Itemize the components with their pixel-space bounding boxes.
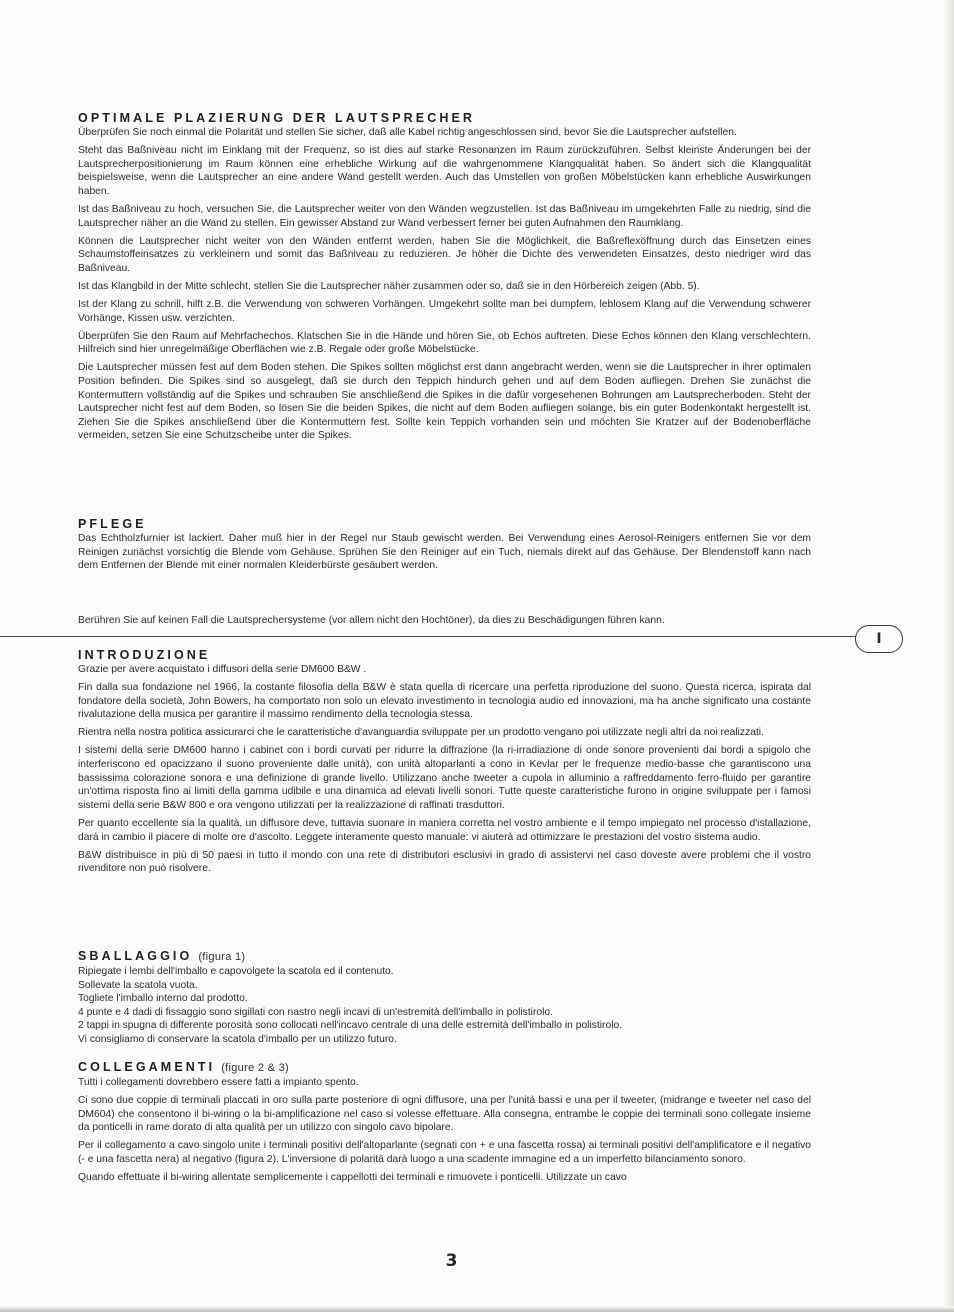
paragraph: B&W distribuisce in più di 50 paesi in tutto il mondo con una rete di distributori esclusivi in grado di assistervi nel caso doveste avere problemi che il vostro rivenditore non può risolvere. <box>78 849 811 875</box>
paragraph: Das Echtholzfurnier ist lackiert. Daher muß hier in der Regel nur Staub gewischt werden. Bei Verwendung eines Aerosol-Reinigers entfernen Sie vor dem Reinigen zunächst vorsichtig die Blende vom Gehäuse. Sprühen Sie den Reiniger auf ein Tuch, niemals direkt auf das Gehäuse. Der Blendenstoff kann nach dem Entfernen der Blende mit einer normalen Kleiderbürste gesäubert werden. <box>78 533 811 572</box>
paragraph: Ist das Baßniveau zu hoch, versuchen Sie, die Lautsprecher weiter von den Wänden wegzustellen. Ist das Baßniveau im umgekehrten Falle zu niedrig, sind die Lautsprecher näher an die Wand zu stellen. Ein gewisser Abstand zur Wand verbessert ferner bei guten Aufnahmen den Raumklang. <box>78 203 811 229</box>
paragraph: Rientra nella nostra politica assicurarci che le caratteristiche d'avanguardia sviluppate per un prodotto vengano poi utilizzate negli altri da noi realizzati. <box>78 727 764 739</box>
paragraph: Per quanto eccellente sia la qualità, un diffusore deve, tuttavia suonare in maniera corretta nel vostro ambiente e il tempo impiegato nel processo d'istallazione, darà in cambio il piacere di molte ore d'ascolto. Leggete interamente questo manuale: vi aiuterà ad ottimizzare le prestazioni del vostro sistema audio. <box>78 817 811 843</box>
section-heading: OPTIMALE PLAZIERUNG DER LAUTSPRECHER <box>78 111 476 125</box>
list-line: Ripiegate i lembi dell'imballo e capovolgete la scatola ed il contenuto. <box>78 966 394 977</box>
paragraph: Ist das Klangbild in der Mitte schlecht, stellen Sie die Lautsprecher näher zusammen oder so, daß sie in den Hörbereich zeigen (Abb. 5). <box>78 280 700 292</box>
paragraph: Fin dalla sua fondazione nel 1966, la costante filosofia della B&W è stata quella di ricercare una perfetta riproduzione del suono. Questa ricerca, ispirata dal fondatore della società, John Bowers, ha comportato non solo un elevato investimento in tecnologia audio ed innovazioni, ma ha anche significato una costante rivalutazione della musica per garantire il massimo rendimento della tecnologia stessa. <box>78 682 811 721</box>
section-heading <box>78 949 811 965</box>
paragraph: Überprüfen Sie den Raum auf Mehrfachechos. Klatschen Sie in die Hände und hören Sie, ob Echos auftreten. Diese Echos können den Klang verschlechtern. Hilfreich sind hier unregelmäßige Oberflächen wie z.B. Regale oder große Möbelstücke. <box>78 330 811 356</box>
care-section <box>78 517 811 577</box>
unpacking-section <box>78 949 811 1047</box>
connections-section <box>78 1060 811 1189</box>
intro-section <box>78 648 811 880</box>
list-line: 2 tappi in spugna di differente porosità sono collocati nell'incavo centrale di una delle estremità dell'imballo in polistirolo. <box>78 1020 623 1032</box>
paragraph: Berühren Sie auf keinen Fall die Lautsprechersysteme (vor allem nicht den Hochtöner), da dies zu Beschädigungen führen kann. <box>78 615 665 626</box>
section-divider <box>0 636 856 637</box>
list-line: 4 punte e 4 dadi di fissaggio sono sigillati con nastro negli incavi di un'estremità dell'imballo in polistirolo. <box>78 1006 553 1018</box>
placement-section <box>78 111 811 447</box>
paragraph: Grazie per avere acquistato i diffusori della serie DM600 B&W . <box>78 664 367 675</box>
section-heading: PFLEGE <box>78 517 147 531</box>
paragraph: Ci sono due coppie di terminali placcati in oro sulla parte posteriore di ogni diffusore, una per l'unità bassi e una per il tweeter, (midrange e tweeter nel caso del DM604) che consentono il bi-wiring o la bi-amplificazione nel caso si volesse effettuare. Alla consegna, entrambe le coppie dei terminali sono collegate insieme da ponticelli in rame dorato di alta qualità per un utilizzo con singolo cavo bipolare. <box>78 1095 811 1134</box>
paragraph: I sistemi della serie DM600 hanno i cabinet con i bordi curvati per ridurre la diffrazione (la ri-irradiazione di onde sonore provenienti dai bordi a spigolo che interferiscono ed opacizzano il suono proveniente dalle unità), con unità altoparlanti a cono in Kevlar per le frequenze medio-basse che garantiscono una bassissima colorazione sonora e una definizione di grande livello. Utilizzano anche tweeter a cupola in alluminio a raffreddamento ferro-fluido per garantire un'ottima risposta fino ai limiti della gamma udibile e una dinamica ad elevati livelli sonori. Tutte queste caratteristiche furono in origine sviluppate per i famosi sistemi della serie B&W 800 e ora vengono utilizzati per la realizzazione di raffinati trasduttori. <box>78 745 811 811</box>
paragraph: Tutti i collegamenti dovrebbero essere fatti a impianto spento. <box>78 1077 359 1088</box>
list-line: Togliete l'imballo interno dal prodotto. <box>78 993 248 1005</box>
heading-text: SBALLAGGIO <box>78 949 193 963</box>
paragraph: Die Lautsprecher müssen fest auf dem Boden stehen. Die Spikes sollten möglichst erst dann angebracht werden, wenn sie die Lautsprecher in ihrer optimalen Position befinden. Die Spikes sind so ausgelegt, daß sie durch den Teppich hindurch gehen und auf dem Boden aufliegen. Drehen Sie zunächst die Kontermuttern vollständig auf die Spikes und schrauben Sie anschließend die Spikes in die dafür vorgesehenen Bohrungen am Lautsprecherboden. Steht der Lautsprecher nicht fest auf dem Boden, so lösen Sie die beiden Spikes, die nicht auf dem Boden aufliegen solange, bis ein guter Bodenkontakt hergestellt ist. Ziehen Sie die Spikes anschließend über die Kontermuttern fest. Sollte kein Teppich vorhanden sein und möchten Sie Kratzer auf der Bodenoberfläche vermeiden, setzen Sie eine Schutzscheibe unter die Spikes. <box>78 362 811 442</box>
figure-reference: (figure 2 & 3) <box>221 1062 289 1074</box>
list-line: Sollevate la scatola vuota. <box>78 979 198 991</box>
paragraph: Können die Lautsprecher nicht weiter von den Wänden entfernt werden, haben Sie die Möglichkeit, die Baßreflexöffnung durch das Einsetzen eines Schaumstoffeinsatzes zu verkleinern und somit das Baßniveau zu reduzieren. Je höher die Dichte des verwendeten Einsatzes, desto niedriger wird das Baßniveau. <box>78 235 811 274</box>
care-closing <box>78 614 811 632</box>
paragraph: Überprüfen Sie noch einmal die Polarität und stellen Sie sicher, daß alle Kabel richtig angeschlossen sind, bevor Sie die Lautsprecher aufstellen. <box>78 127 737 138</box>
paragraph: Ist der Klang zu schrill, hilft z.B. die Verwendung von schweren Vorhängen. Umgekehrt sollte man bei dumpfem, leblosem Klang auf die Verwendung schwerer Vorhänge, Kissen usw. verzichten. <box>78 299 811 324</box>
paragraph: Steht das Baßniveau nicht im Einklang mit der Frequenz, so ist dies auf starke Resonanzen im Raum zurückzuführen. Selbst kleinste Änderungen bei der Lautsprecherpositionierung im Raum können eine erhebliche Wirkung auf die wahrgenommene Klangqualität haben. So ändert sich die Klangqualität beispielsweise, wenn die Lautsprecher an eine andere Wand gestellt werden. Auch das Umstellen von großen Möbelstücken kann erhebliche Auswirkungen haben. <box>78 145 811 197</box>
paragraph: Per il collegamento a cavo singolo unite i terminali positivi dell'altoparlante (segnati con + e una fascetta rossa) ai terminali positivi dell'amplificatore e il negativo (- e una fascetta nera) al negativo (figura 2). L'inversione di polarità darà luogo a una scadente immagine ed a un imperfetto bilanciamento sonoro. <box>78 1140 811 1165</box>
paragraph: Quando effettuate il bi-wiring allentate semplicemente i cappellotti dei terminali e rimuovete i ponticelli. Utilizzate un cavo <box>78 1172 627 1184</box>
list-line: Vi consigliamo di conservare la scatola d'imballo per un utilizzo futuro. <box>78 1033 397 1045</box>
language-badge: I <box>855 625 903 653</box>
section-heading: INTRODUZIONE <box>78 648 211 662</box>
section-heading <box>78 1060 811 1076</box>
page-bottom-edge <box>0 1306 954 1312</box>
figure-reference: (figura 1) <box>198 951 246 963</box>
page-edge-shadow <box>944 0 954 1312</box>
page-number: 3 <box>445 1251 458 1271</box>
heading-text: COLLEGAMENTI <box>78 1060 216 1074</box>
